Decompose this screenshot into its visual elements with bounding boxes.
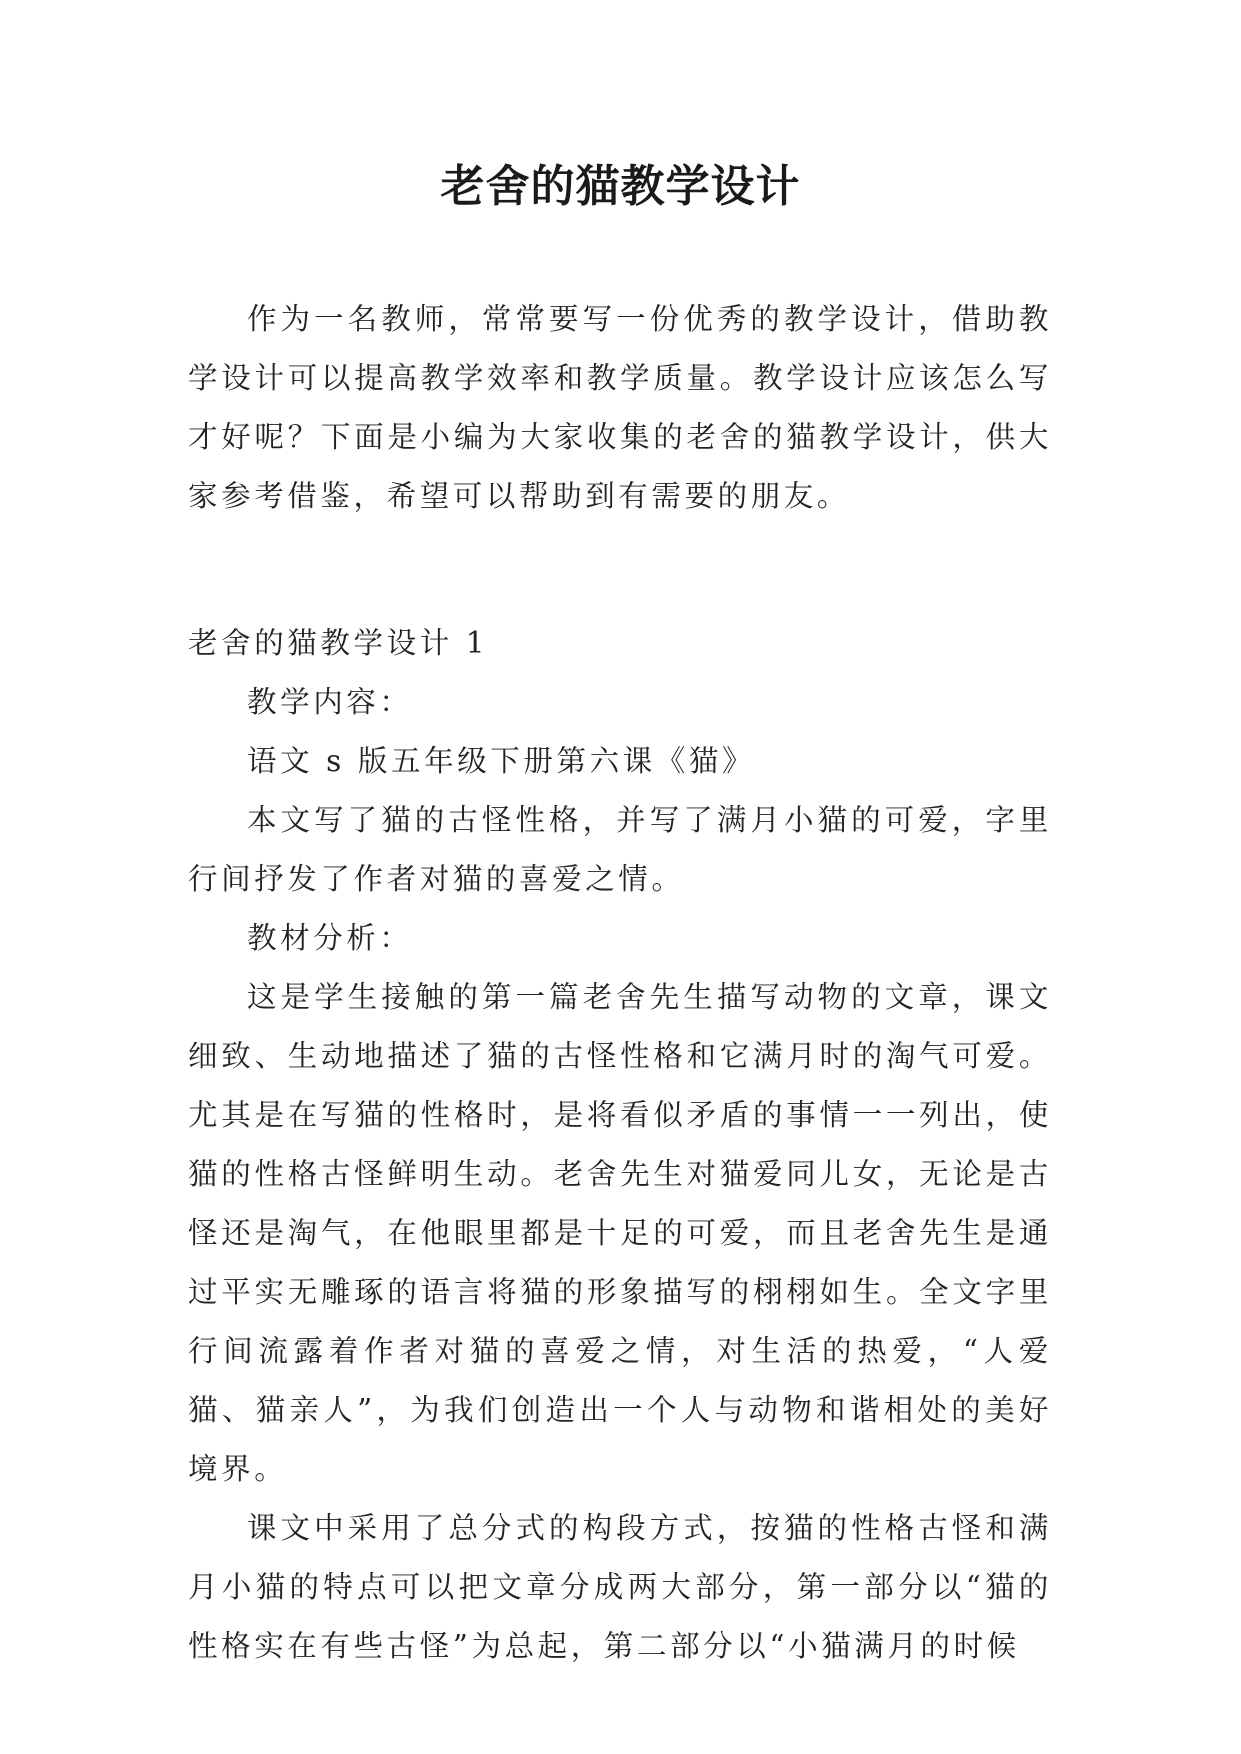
intro-paragraph: 作为一名教师，常常要写一份优秀的教学设计，借助教学设计可以提高教学效率和教学质量。教学设计应该怎么写才好呢？下面是小编为大家收集的老舍的猫教学设计，供大家参考借鉴，希望可以帮助到有需要的朋友。 (188, 302, 1052, 513)
section-heading: 老舍的猫教学设计 1 (188, 626, 489, 660)
paragraph-lesson-summary: 本文写了猫的古怪性格，并写了满月小猫的可爱，字里行间抒发了作者对猫的喜爱之情。 (188, 803, 1052, 896)
paragraph-teaching-content-label: 教学内容： (247, 685, 413, 719)
document-body (188, 290, 1052, 1676)
paragraph-material-analysis-label: 教材分析： (247, 921, 413, 955)
paragraph-spacer (188, 526, 1052, 614)
paragraph-material-analysis: 这是学生接触的第一篇老舍先生描写动物的文章，课文细致、生动地描述了猫的古怪性格和它满月时的淘气可爱。尤其是在写猫的性格时，是将看似矛盾的事情一一列出，使猫的性格古怪鲜明生动。老舍先生对猫爱同儿女，无论是古怪还是淘气，在他眼里都是十足的可爱，而且老舍先生是通过平实无雕琢的语言将猫的形象描写的栩栩如生。全文字里行间流露着作者对猫的喜爱之情，对生活的热爱，“人爱猫、猫亲人”，为我们创造出一个人与动物和谐相处的美好境界。 (188, 980, 1052, 1486)
paragraph-structure: 课文中采用了总分式的构段方式，按猫的性格古怪和满月小猫的特点可以把文章分成两大部分，第一部分以“猫的性格实在有些古怪”为总起，第二部分以“小猫满月的时候 (188, 1511, 1052, 1663)
document-title: 老舍的猫教学设计 (440, 161, 801, 212)
paragraph-textbook-lesson: 语文 s 版五年级下册第六课《猫》 (247, 744, 756, 778)
